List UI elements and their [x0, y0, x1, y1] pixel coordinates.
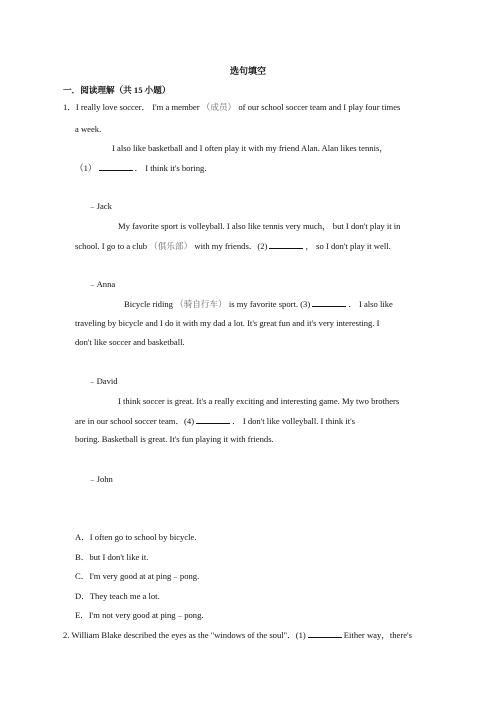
john-line-2-text-a: are in our school soccer team．(4): [75, 416, 195, 426]
anna-line-2-text-c: ， so I don't play it well.: [305, 241, 391, 251]
option-b: B．but I don't like it.: [75, 552, 149, 562]
q1-line-1-text-b: of our school soccer team and I play four times: [238, 102, 401, 112]
signature-jack: ﹣Jack: [88, 201, 112, 211]
q1-line-3: I also like basketball and I often play it with my friend Alan. Alan likes tennis，: [112, 143, 388, 153]
page-title: 选句填空: [229, 66, 266, 76]
john-line-2-text-b: ． I don't like volleyball. I think it's: [232, 416, 355, 426]
q2-line-1-text-a: 2. William Blake described the eyes as the "windows of the soul"．(1): [63, 630, 306, 640]
signature-john: ﹣John: [88, 474, 113, 484]
david-line-1: [124, 298, 393, 310]
option-d: D．They teach me a lot.: [75, 591, 160, 601]
david-line-1-text-c: ． I also like: [348, 299, 393, 309]
answer-blank-3[interactable]: [312, 298, 346, 307]
q2-answer-blank-1[interactable]: [308, 629, 342, 638]
answer-blank-1[interactable]: [99, 162, 133, 171]
answer-blank-2[interactable]: [269, 240, 303, 249]
david-line-2: traveling by bicycle and I do it with my dad a lot. It's great fun and it's very interesting. I: [75, 318, 380, 328]
option-c: C．I'm very good at at ping﹣pong.: [75, 571, 200, 581]
john-line-3: boring. Basketball is great. It's fun playing it with friends.: [75, 434, 274, 444]
q1-line-4: [75, 162, 206, 174]
anna-line-2-text-b: with my friends．(2): [194, 241, 268, 251]
david-line-3: don't like soccer and basketball.: [75, 337, 185, 347]
q1-line-4-text: ． I think it's boring.: [134, 163, 207, 173]
anna-line-2: [75, 240, 391, 252]
david-line-1-gloss: （骑自行车）: [175, 299, 227, 309]
q1-line-1-text-a: 1．I really love soccer． I'm a member: [63, 102, 200, 112]
anna-line-1: My favorite sport is volleyball. I also like tennis very much， but I don't play it in: [118, 221, 401, 231]
signature-david: ﹣David: [88, 376, 118, 386]
david-line-1-text-b: is my favorite sport. (3): [228, 299, 311, 309]
option-a: A．I often go to school by bicycle.: [75, 532, 197, 542]
anna-line-2-gloss: （俱乐部）: [149, 241, 193, 251]
option-e: E．I'm not very good at ping﹣pong.: [75, 610, 204, 620]
section-heading: 一．阅读理解（共 15 小题）: [63, 85, 171, 95]
q1-line-1: [63, 102, 400, 113]
q2-line-1-text-b: Either way，there's: [343, 630, 412, 640]
david-line-1-text-a: Bicycle riding: [124, 299, 173, 309]
john-line-1: I think soccer is great. It's a really exciting and interesting game. My two brothers: [118, 396, 400, 406]
q1-line-1-gloss: （成员）: [201, 102, 237, 112]
blank-number-1: （1）: [75, 163, 97, 173]
q2-line-1: [63, 629, 412, 641]
john-line-2: [75, 415, 355, 427]
signature-anna: ﹣Anna: [88, 279, 116, 289]
anna-line-2-text-a: school. I go to a club: [75, 241, 148, 251]
answer-blank-4[interactable]: [196, 415, 230, 424]
q1-line-2: a week.: [75, 124, 102, 134]
